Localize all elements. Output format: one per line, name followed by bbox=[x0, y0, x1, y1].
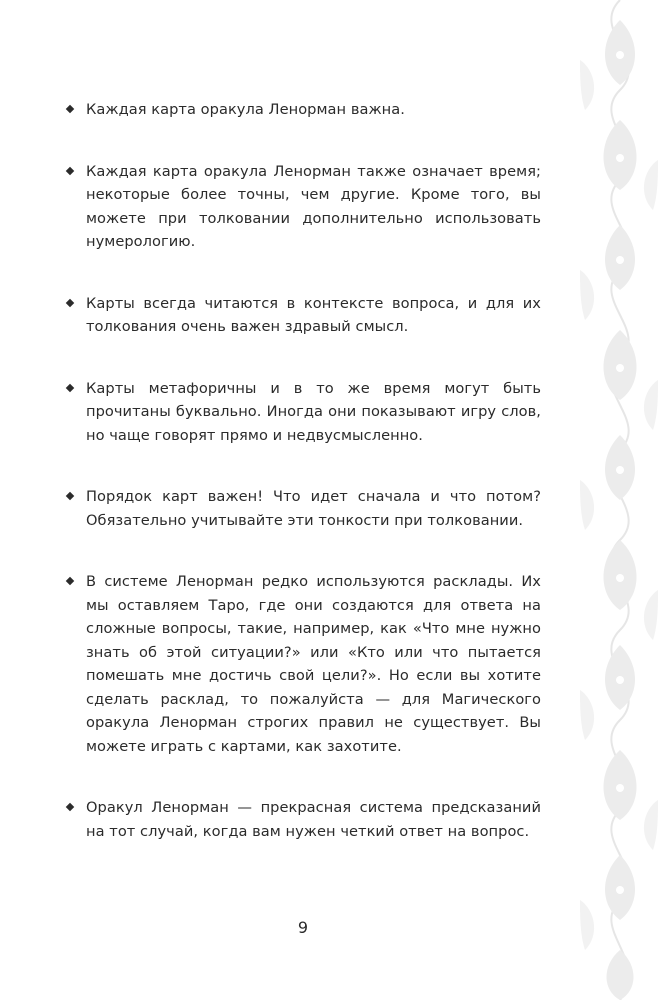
floral-border-icon bbox=[580, 0, 658, 1000]
diamond-bullet-icon bbox=[66, 105, 74, 113]
list-item bbox=[66, 485, 541, 532]
diamond-bullet-icon bbox=[66, 803, 74, 811]
bullet-list bbox=[66, 98, 541, 881]
list-item bbox=[66, 98, 541, 122]
list-item bbox=[66, 570, 541, 758]
list-item-text: Каждая карта оракула Ленорман также означает время; некоторые более точны, чем другие. Кроме того, вы можете при толковании дополнительно использовать нумерологию. bbox=[86, 162, 541, 250]
page-number: 9 bbox=[297, 918, 309, 937]
diamond-bullet-icon bbox=[66, 166, 74, 174]
list-item bbox=[66, 292, 541, 339]
list-item-text: Оракул Ленорман — прекрасная система предсказаний на тот случай, когда вам нужен четкий ответ на вопрос. bbox=[86, 799, 541, 840]
list-item-text: В системе Ленорман редко используются расклады. Их мы оставляем Таро, где они создаются для ответа на сложные вопросы, такие, например, как «Что мне нужно знать об этой ситуации?» или «Кто или что пытается помешать мне достичь свой цели?». Но если вы хотите сделать расклад, то пожалуйста — для Магического оракула Ленорман строгих правил не существует. Вы можете играть с картами, как захотите. bbox=[86, 573, 541, 755]
diamond-bullet-icon bbox=[66, 492, 74, 500]
diamond-bullet-icon bbox=[66, 298, 74, 306]
list-item-text: Порядок карт важен! Что идет сначала и что потом? Обязательно учитывайте эти тонкости при толковании. bbox=[86, 488, 541, 529]
list-item-text: Карты всегда читаются в контексте вопроса, и для их толкования очень важен здравый смысл. bbox=[86, 294, 541, 335]
list-item bbox=[66, 796, 541, 843]
list-item-text: Каждая карта оракула Ленорман важна. bbox=[86, 101, 405, 118]
list-item bbox=[66, 377, 541, 448]
diamond-bullet-icon bbox=[66, 383, 74, 391]
list-item-text: Карты метафоричны и в то же время могут быть прочитаны буквально. Иногда они показывают игру слов, но чаще говорят прямо и недвусмысленно. bbox=[86, 379, 541, 444]
list-item bbox=[66, 160, 541, 254]
diamond-bullet-icon bbox=[66, 577, 74, 585]
